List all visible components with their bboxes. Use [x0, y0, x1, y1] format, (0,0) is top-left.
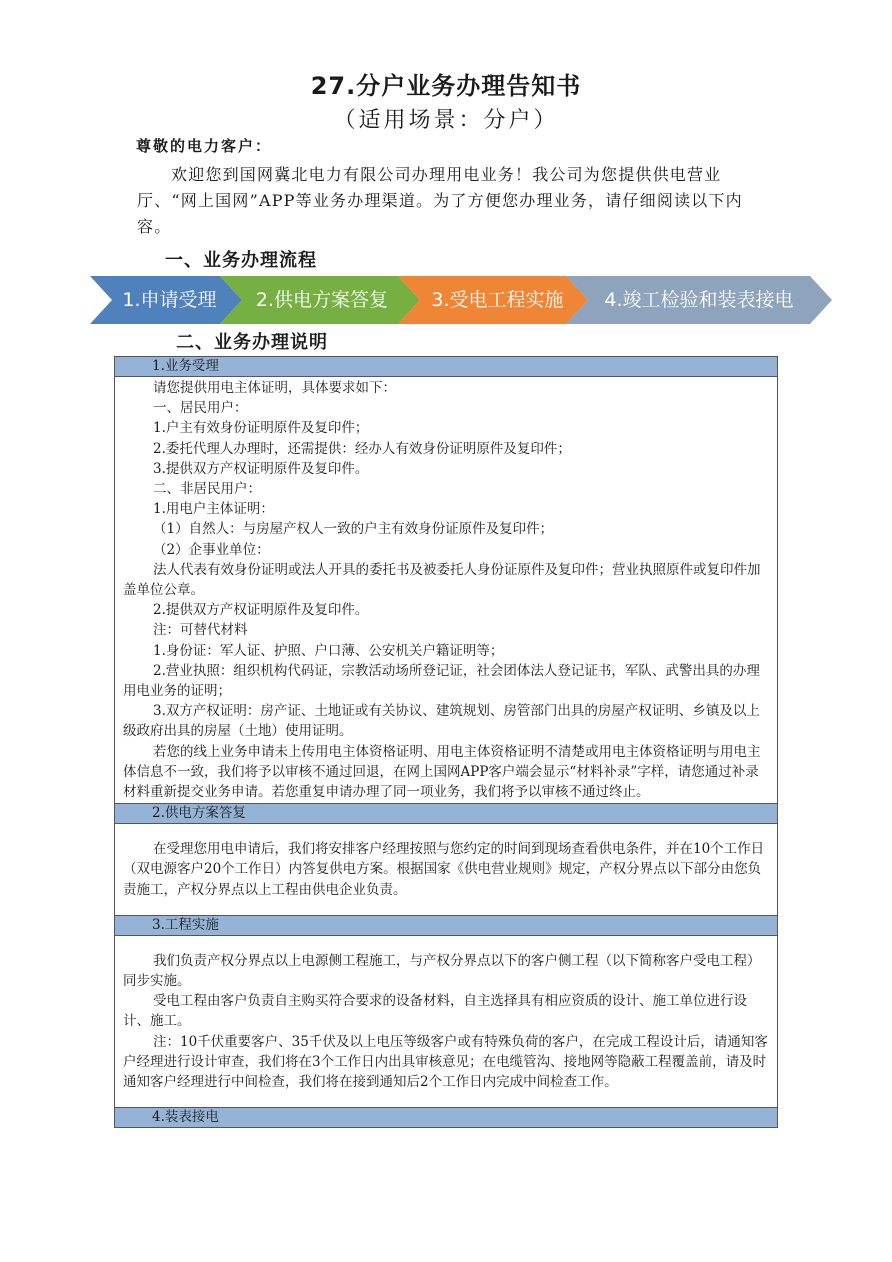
text-line: 1.用电户主体证明：: [153, 501, 274, 518]
text-line: 3.提供双方产权证明原件及复印件。: [153, 460, 369, 477]
text-line: 若您的线上业务申请未上传用电主体资格证明、用电主体资格证明不清楚或用电主体资格证明与用电主体信息不一致，我们将予以审核不通过回退，在网上国网APP客户端会显示“材料补录”字样，请您通过补录材料重新提交业务申请。若您重复申请办理了同一项业务，我们将予以审核不通过终止。: [123, 743, 761, 801]
process-flow: [90, 276, 832, 324]
text-line: 注：10千伏重要客户、35千伏及以上电压等级客户或有特殊负荷的客户，在完成工程设计后，请通知客户经理进行设计审查，我们将在3个工作日内出具审核意见；在电缆管沟、接地网等隐蔽工程覆盖前，请及时通知客户经理进行中间检查，我们将在接到通知后2个工作日内完成中间检查工作。: [123, 1033, 768, 1091]
text-line: 二、非居民用户：: [153, 481, 261, 498]
page-title: 27.分户业务办理告知书: [310, 72, 582, 100]
text-line: （2）企事业单位：: [153, 541, 270, 558]
text-line: 3.双方产权证明：房产证、土地证或有关协议、建筑规划、房管部门出具的房屋产权证明、乡镇及以上级政府出具的房屋（土地）使用证明。: [123, 703, 760, 740]
section-heading-process: 一、业务办理流程: [165, 250, 317, 271]
text-line: 2.委托代理人办理时，还需提供：经办人有效身份证明原件及复印件；: [153, 440, 571, 457]
block-header-construction: 3.工程实施: [115, 915, 778, 935]
step-label-3: 3.受电工程实施: [431, 289, 564, 311]
text-line: 1.户主有效身份证明原件及复印件；: [153, 420, 369, 437]
block-content-acceptance: [115, 377, 778, 804]
text-line: 2.提供双方产权证明原件及复印件。: [153, 602, 369, 619]
greeting: 尊敬的电力客户：: [136, 137, 273, 155]
text-line: 一、居民用户：: [153, 400, 248, 417]
block-content-construction: [115, 935, 778, 1107]
block-content-plan-reply: [115, 824, 778, 916]
text-line: 法人代表有效身份证明或法人开具的委托书及被委托人身份证原件及复印件；营业执照原件或复印件加盖单位公章。: [123, 561, 761, 599]
block-header-acceptance: 1.业务受理: [115, 357, 778, 377]
block-header-metering: 4.装表接电: [115, 1108, 778, 1128]
text-line: 1.身份证：军人证、护照、户口薄、公安机关户籍证明等；: [153, 642, 504, 659]
text-line: （1）自然人：与房屋产权人一致的户主有效身份证原件及复印件；: [153, 521, 554, 538]
instructions-table: [114, 356, 778, 1128]
text-line: 在受理您用电申请后，我们将安排客户经理按照与您约定的时间到现场查看供电条件，并在10个工作日（双电源客户20个工作日）内答复供电方案。根据国家《供电营业规则》规定，产权分界点以下部分由您负责施工，产权分界点以上工程由供电企业负责。: [123, 841, 765, 898]
text-line: 受电工程由客户负责自主购买符合要求的设备材料，自主选择具有相应资质的设计、施工单位进行设计、施工。: [123, 993, 747, 1030]
step-label-1: 1.申请受理: [122, 289, 217, 311]
step-label-2: 2.供电方案答复: [255, 289, 389, 311]
intro-paragraph: 欢迎您到国网冀北电力有限公司办理用电业务！我公司为您提供供电营业厅、“网上国网”APP等业务办理渠道。为了方便您办理业务，请仔细阅读以下内容。: [137, 165, 743, 236]
page-subtitle: （适用场景：分户）: [333, 108, 559, 133]
step-label-4: 4.竣工检验和装表接电: [604, 289, 794, 311]
text-line: 注：可替代材料: [153, 622, 248, 639]
text-line: 请您提供用电主体证明，具体要求如下：: [153, 380, 396, 396]
text-line: 我们负责产权分界点以上电源侧工程施工，与产权分界点以下的客户侧工程（以下简称客户受电工程）同步实施。: [123, 952, 761, 990]
text-line: 2.营业执照：组织机构代码证，宗教活动场所登记证，社会团体法人登记证书，军队、武警出具的办理用电业务的证明；: [123, 662, 760, 700]
block-header-plan-reply: 2.供电方案答复: [115, 804, 778, 824]
section-heading-instructions: 二、业务办理说明: [176, 332, 328, 353]
